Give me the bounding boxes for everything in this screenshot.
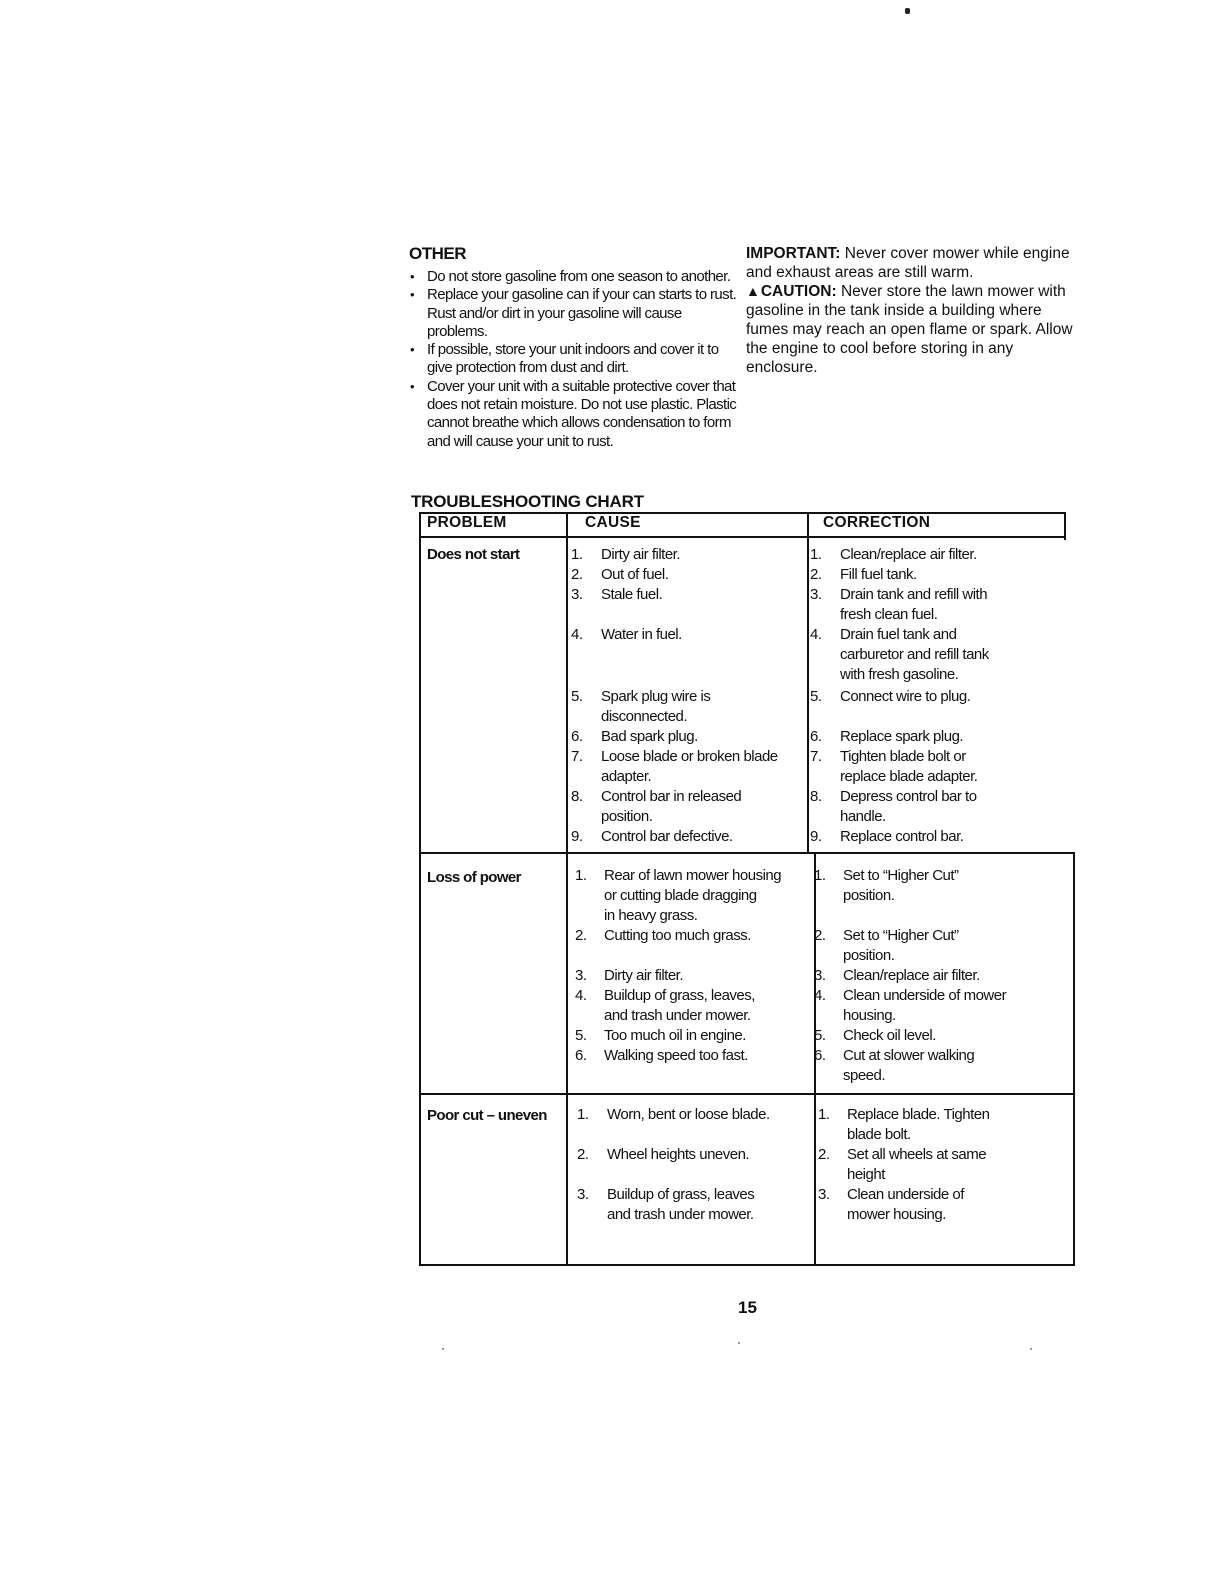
bullet-icon: • (410, 342, 414, 358)
header-divider (419, 536, 1066, 538)
item-text: Replace blade. Tighten blade bolt. (847, 1106, 990, 1143)
item-number: 9. (810, 828, 822, 845)
item-number: 3. (818, 1186, 830, 1203)
item-number: 3. (814, 967, 826, 984)
item-number: 7. (571, 748, 583, 765)
item-number: 4. (575, 987, 587, 1004)
item-number: 1. (810, 546, 822, 563)
item-text: Set all wheels at same height (847, 1146, 987, 1183)
other-bullet-list (409, 268, 739, 451)
item-text: Too much oil in engine. (604, 1027, 746, 1044)
important-label: IMPORTANT: (746, 245, 841, 262)
item-number: 6. (575, 1047, 587, 1064)
item-text: Drain fuel tank and carburetor and refill tank with fresh gasoline. (840, 626, 989, 683)
other-bullet: • Cover your unit with a suitable protective cover that does not retain moisture. Do not use plastic. Plastic cannot breathe which allows condensation to form and will cause your unit to rust. (410, 377, 737, 450)
column-divider-problem (566, 512, 568, 1265)
item-text: Replace control bar. (840, 828, 964, 845)
item-number: 6. (810, 728, 822, 745)
other-heading: OTHER (409, 244, 466, 263)
item-number: 2. (571, 566, 583, 583)
item-number: 9. (571, 828, 583, 845)
item-number: 4. (814, 987, 826, 1004)
important-text: Never cover mower while engine and exhaust areas are still warm. (746, 245, 1070, 281)
item-text: Set to “Higher Cut” position. (843, 927, 959, 964)
storage-notices (746, 244, 1076, 377)
caution-label: CAUTION: (760, 283, 837, 300)
caution-notice (746, 282, 1076, 377)
other-bullet: • Replace your gasoline can if your can starts to rust. Rust and/or dirt in your gasoline will cause problems. (410, 286, 737, 340)
item-text: Bad spark plug. (601, 728, 698, 745)
warning-triangle-icon: ▲ (746, 283, 760, 299)
page-number: 15 (738, 1298, 757, 1317)
item-text: Buildup of grass, leaves, and trash under mower. (604, 987, 755, 1024)
item-text: Depress control bar to handle. (840, 788, 977, 825)
header-problem: PROBLEM (427, 514, 507, 531)
item-text: Fill fuel tank. (840, 566, 917, 583)
item-text: Cut at slower walking speed. (843, 1047, 975, 1084)
table-border-top (419, 512, 1065, 514)
item-text: Control bar defective. (601, 828, 733, 845)
item-text: Clean/replace air filter. (840, 546, 977, 563)
item-text: Walking speed too fast. (604, 1047, 748, 1064)
scan-dot (442, 1348, 444, 1350)
item-number: 2. (575, 927, 587, 944)
item-number: 5. (810, 688, 822, 705)
item-text: Tighten blade bolt or replace blade adapter. (840, 748, 978, 785)
problem-label: Does not start (427, 546, 520, 563)
item-text: Dirty air filter. (604, 967, 684, 984)
item-number: 3. (577, 1186, 589, 1203)
troubleshooting-title: TROUBLESHOOTING CHART (411, 492, 644, 511)
item-text: Loose blade or broken blade adapter. (601, 748, 778, 785)
item-number: 3. (571, 586, 583, 603)
other-bullet: • Do not store gasoline from one season to another. (410, 268, 731, 285)
item-number: 1. (814, 867, 826, 884)
item-text: Worn, bent or loose blade. (607, 1106, 770, 1123)
item-number: 2. (810, 566, 822, 583)
important-notice (746, 244, 1076, 282)
troubleshooting-table (419, 512, 1075, 1265)
item-number: 1. (571, 546, 583, 563)
item-text: Set to “Higher Cut” position. (843, 867, 959, 904)
item-text: Wheel heights uneven. (607, 1146, 750, 1163)
problem-label: Loss of power (427, 869, 521, 886)
item-text: Out of fuel. (601, 566, 669, 583)
item-text: Clean/replace air filter. (843, 967, 980, 984)
item-number: 4. (810, 626, 822, 643)
item-text: Replace spark plug. (840, 728, 964, 745)
bullet-icon: • (410, 269, 414, 284)
item-number: 6. (814, 1047, 826, 1064)
item-number: 2. (577, 1146, 589, 1163)
scan-dot (1030, 1348, 1032, 1350)
item-text: Connect wire to plug. (840, 688, 971, 705)
item-number: 5. (575, 1027, 587, 1044)
scan-speck (905, 8, 910, 14)
item-number: 3. (810, 586, 822, 603)
table-border-left (419, 512, 421, 1265)
item-text: Check oil level. (843, 1027, 936, 1044)
item-number: 1. (818, 1106, 830, 1123)
other-bullet: • If possible, store your unit indoors and cover it to give protection from dust and dirt. (410, 341, 719, 377)
item-text: Spark plug wire is disconnected. (601, 688, 711, 725)
item-number: 4. (571, 626, 583, 643)
column-divider-cause-top (807, 512, 809, 852)
item-number: 6. (571, 728, 583, 745)
item-number: 3. (575, 967, 587, 984)
bullet-icon: • (410, 287, 414, 303)
bullet-icon: • (410, 378, 414, 394)
item-text: Buildup of grass, leaves and trash under mower. (607, 1186, 755, 1223)
item-text: Dirty air filter. (601, 546, 681, 563)
row-divider (419, 852, 1075, 854)
other-section (409, 244, 739, 451)
item-number: 1. (575, 867, 587, 884)
scan-dot (738, 1342, 740, 1344)
item-number: 8. (571, 788, 583, 805)
item-text: Control bar in released position. (601, 788, 742, 825)
problem-label: Poor cut – uneven (427, 1107, 547, 1124)
item-number: 8. (810, 788, 822, 805)
header-correction: CORRECTION (823, 514, 931, 531)
caution-text: Never store the lawn mower with gasoline in the tank inside a building where fumes may reach an open flame or spark. Allow the engine to cool before storing in any enclosure. (746, 283, 1073, 376)
table-border-bottom (419, 1264, 1075, 1266)
item-number: 5. (814, 1027, 826, 1044)
item-number: 7. (810, 748, 822, 765)
item-number: 2. (818, 1146, 830, 1163)
item-text: Water in fuel. (601, 626, 682, 643)
item-text: Rear of lawn mower housing or cutting blade dragging in heavy grass. (604, 867, 782, 924)
item-number: 5. (571, 688, 583, 705)
item-text: Clean underside of mower housing. (843, 987, 1007, 1024)
table-border-right (1073, 852, 1075, 1265)
item-text: Clean underside of mower housing. (847, 1186, 964, 1223)
item-text: Cutting too much grass. (604, 927, 751, 944)
item-number: 2. (814, 927, 826, 944)
item-text: Stale fuel. (601, 586, 663, 603)
row-divider (419, 1093, 1075, 1095)
header-cause: CAUSE (585, 514, 641, 531)
item-number: 1. (577, 1106, 589, 1123)
item-text: Drain tank and refill with fresh clean fuel. (840, 586, 988, 623)
